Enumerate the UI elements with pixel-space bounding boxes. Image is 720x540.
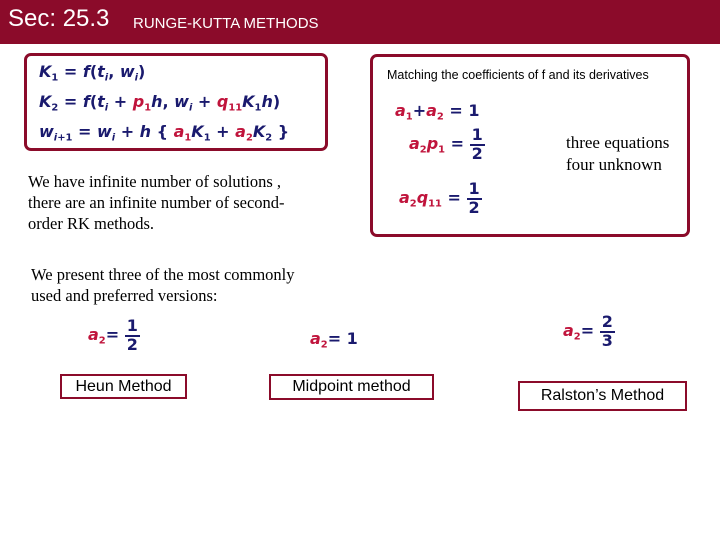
section-number: Sec: 25.3: [8, 5, 110, 32]
midpoint-a2-value: $a_2= 1$: [310, 329, 358, 351]
present-line-2: used and preferred versions:: [31, 286, 218, 305]
equation-2: $a_2p_1$ = $\frac{1}{2}$: [409, 125, 483, 163]
infinite-solutions-line-1: We have infinite number of solutions ,: [28, 172, 281, 191]
k1-formula: $K_1 = f(t_i$, $w_i$): [39, 62, 146, 84]
heun-method-label: Heun Method: [60, 374, 187, 399]
update-formula: $w_{i+1} = w_i + h$ { $a_1K_1 + a_2K_2$ }: [39, 122, 290, 144]
midpoint-method-label: Midpoint method: [269, 374, 434, 400]
page-title: RUNGE-KUTTA METHODS: [133, 15, 319, 32]
equation-1: $a_1+a_2 = 1$: [395, 101, 480, 123]
ralston-a2-value: $a_2=$ $\frac{2}{3}$: [563, 312, 613, 350]
note-four-unknown: four unknown: [566, 155, 662, 174]
header-bar: [0, 0, 720, 44]
matching-box: [370, 54, 690, 237]
ralston-method-label: Ralston’s Method: [518, 381, 687, 411]
present-line-1: We present three of the most commonly: [31, 265, 295, 284]
equation-3: $a_2q_{11}$ = $\frac{1}{2}$: [399, 179, 480, 217]
infinite-solutions-line-2: there are an infinite number of second-: [28, 193, 285, 212]
formula-box: [24, 53, 328, 151]
heun-a2-value: $a_2=$ $\frac{1}{2}$: [88, 316, 138, 354]
infinite-solutions-line-3: order RK methods.: [28, 214, 155, 233]
matching-caption: Matching the coefficients of f and its derivatives: [387, 68, 649, 82]
note-three-equations: three equations: [566, 133, 670, 152]
k2-formula: $K_2 = f(t_i + p_1h$, $w_i + q_{11}K_1h$): [39, 92, 281, 114]
